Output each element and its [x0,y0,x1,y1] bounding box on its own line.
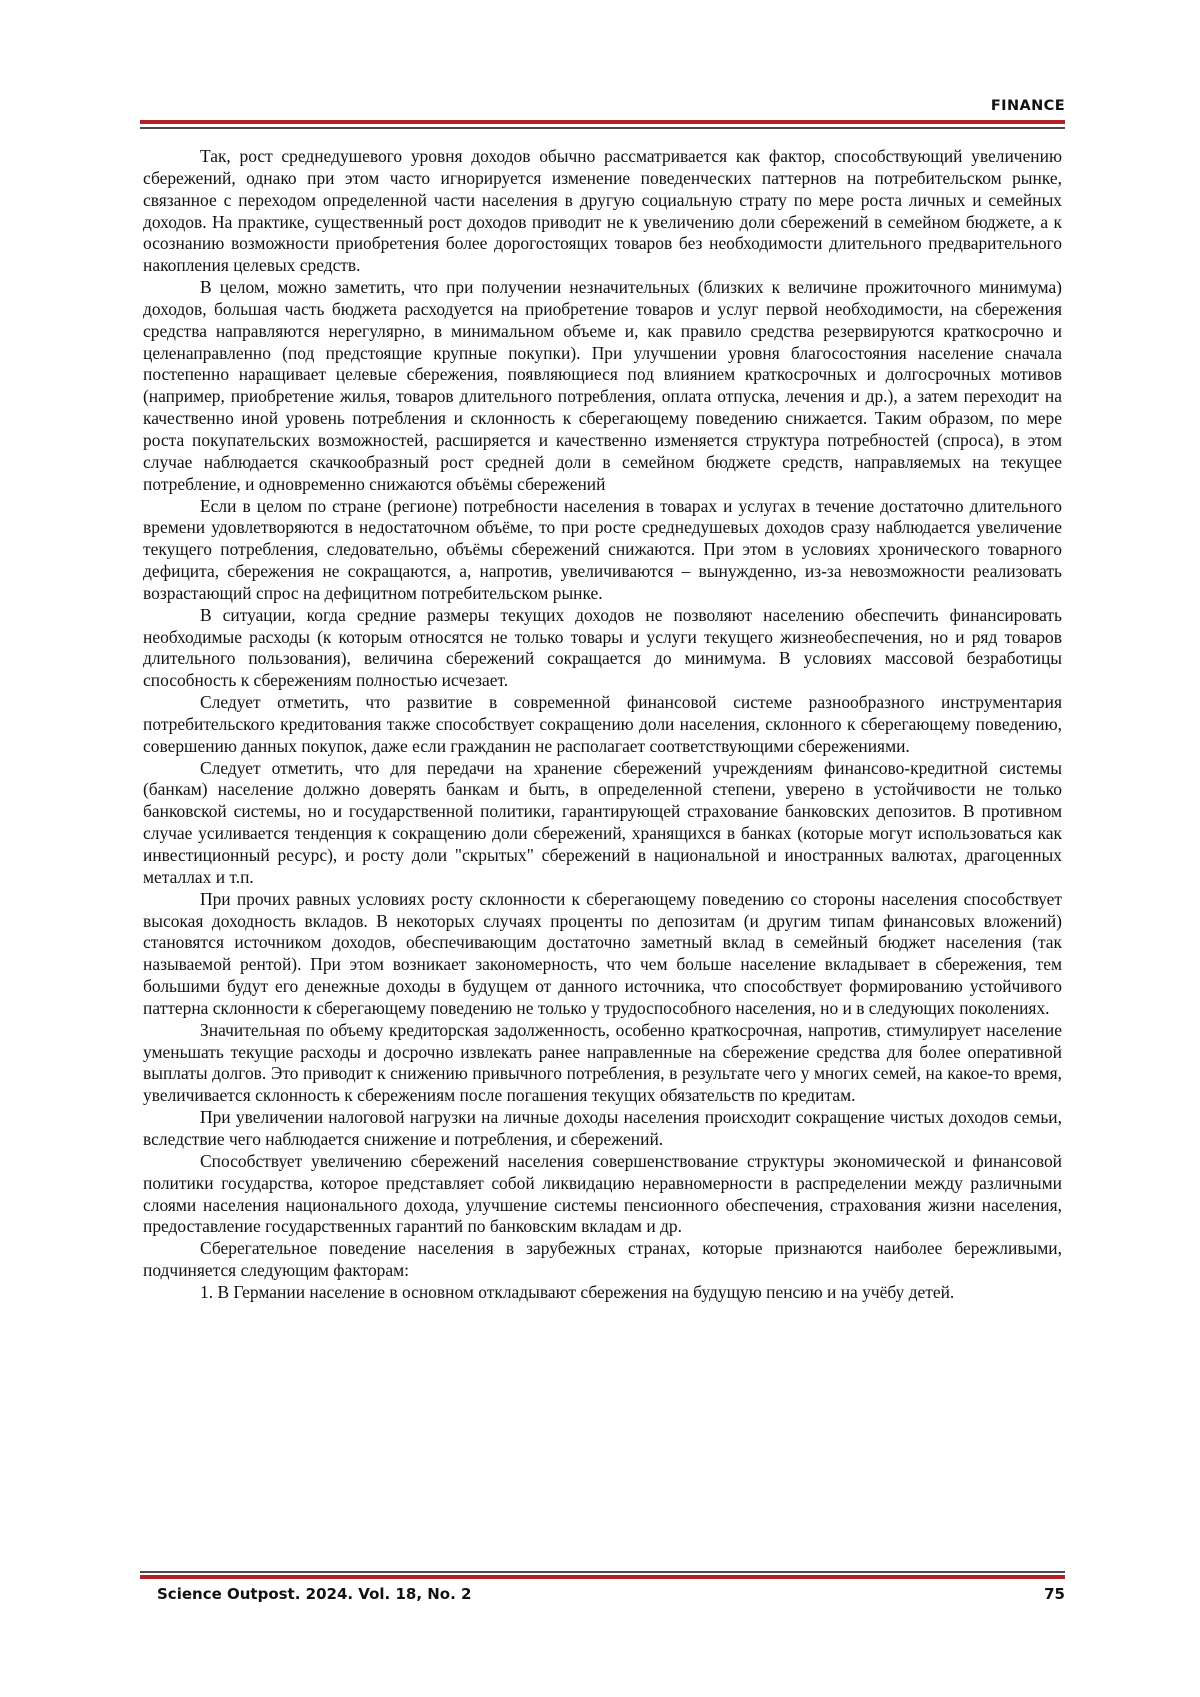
paragraph: Сберегательное поведение населения в зарубежных странах, которые признаются наиболее бережливыми, подчиняется следующим факторам: [143,1238,1062,1281]
paragraph: Способствует увеличению сбережений населения совершенствование структуры экономической и финансовой политики государства, которое представляет собой ликвидацию неравномерности в распределении между различными слоями населения национального дохода, улучшение системы пенсионного обеспечения, страхования жизни населения, предоставление государственных гарантий по банковским вкладам и др. [143,1150,1062,1237]
paragraph: При увеличении налоговой нагрузки на личные доходы населения происходит сокращение чистых доходов семьи, вследствие чего наблюдается снижение и потребления, и сбережений. [143,1107,1062,1149]
article-body [143,146,1062,1304]
paragraph: В ситуации, когда средние размеры текущих доходов не позволяют населению обеспечить финансировать необходимые расходы (к которым относятся не только товары и услуги текущего жизнеобеспечения, но и ряд товаров длительного пользования), величина сбережений сокращается до минимума. В условиях массовой безработицы способность к сбережениям полностью исчезает. [143,604,1062,691]
list-item: 1. В Германии население в основном откладывают сбережения на будущую пенсию и на учёбу детей. [200,1281,955,1302]
paragraph: Так, рост среднедушевого уровня доходов обычно рассматривается как фактор, способствующий увеличению сбережений, однако при этом часто игнорируется изменение поведенческих паттернов на потребительском рынке, связанное с переходом определенной части населения в другую социальную страту по мере роста личных и семейных доходов. На практике, существенный рост доходов приводит не к увеличению доли сбережений в семейном бюджете, а к осознанию возможности приобретения более дорогостоящих товаров без необходимости длительного предварительного накопления целевых средств. [143,146,1062,276]
header-rule-dark [140,127,1065,129]
header-rule-red [140,120,1065,124]
paragraph: В целом, можно заметить, что при получении незначительных (близких к величине прожиточного минимума) доходов, большая часть бюджета расходуется на приобретение товаров и услуг первой необходимости, на сбережения средства направляются нерегулярно, в минимальном объеме и, как правило средства резервируются краткосрочно и целенаправленно (под предстоящие крупные покупки). При улучшении уровня благосостояния население сначала постепенно наращивает целевые сбережения, появляющиеся под влиянием краткосрочных и долгосрочных мотивов (например, приобретение жилья, товаров длительного потребления, оплата отпуска, лечения и др.), а затем переходит на качественно иной уровень потребления и склонность к сберегающему поведению снижается. Таким образом, по мере роста покупательских возможностей, расширяется и качественно изменяется структура потребностей (спроса), в этом случае наблюдается скачкообразный рост средней доли в семейном бюджете средств, направляемых на текущее потребление, и одновременно снижаются объёмы сбережений [143,277,1062,494]
paragraph: Значительная по объему кредиторская задолженность, особенно краткосрочная, напротив, стимулирует население уменьшать текущие расходы и досрочно извлекать ранее направленные на сбережение средства для более оперативной выплаты долгов. Это приводит к снижению привычного потребления, в результате чего у многих семей, на какое-то время, увеличивается склонность к сбережениям после погашения текущих обязательств по кредитам. [143,1019,1062,1106]
paragraph: Следует отметить, что для передачи на хранение сбережений учреждениям финансово-кредитной системы (банкам) население должно доверять банкам и быть, в определенной степени, уверено в устойчивости не только банковской системы, но и государственной политики, гарантирующей страхование банковских депозитов. В противном случае усиливается тенденция к сокращению доли сбережений, хранящихся в банках (которые могут использоваться как инвестиционный ресурс), и росту доли "скрытых" сбережений в национальной и иностранных валютах, драгоценных металлах и т.п. [143,757,1062,887]
journal-citation: Science Outpost. 2024. Vol. 18, No. 2 [157,1585,472,1603]
section-header: FINANCE [990,98,1065,114]
page-number: 75 [1044,1585,1065,1603]
paragraph: Следует отметить, что развитие в современной финансовой системе разнообразного инструментария потребительского кредитования также способствует сокращению доли населения, склонного к сберегающему поведению, совершению данных покупок, даже если гражданин не располагает соответствующими сбережениями. [143,692,1062,756]
footer-rule-red [140,1575,1065,1579]
paragraph: При прочих равных условиях росту склонности к сберегающему поведению со стороны населения способствует высокая доходность вкладов. В некоторых случаях проценты по депозитам (и другим типам финансовых вложений) становятся источником доходов, обеспечивающим достаточно заметный вклад в семейный бюджет населения (так называемой рентой). При этом возникает закономерность, что чем больше население вкладывает в сбережения, тем большими будут его денежные доходы в будущем от данного источника, что способствует формированию устойчивого паттерна склонности к сберегающему поведению не только у трудоспособного населения, но и в следующих поколениях. [143,888,1062,1018]
footer-rule-dark [140,1571,1065,1573]
paragraph: Если в целом по стране (регионе) потребности населения в товарах и услугах в течение достаточно длительного времени удовлетворяются в недостаточном объёме, то при росте среднедушевых доходов сразу наблюдается увеличение текущего потребления, следовательно, объёмы сбережений снижаются. При этом в условиях хронического товарного дефицита, сбережения не сокращаются, а, напротив, увеличиваются – вынужденно, из-за невозможности реализовать возрастающий спрос на дефицитном потребительском рынке. [143,495,1062,603]
